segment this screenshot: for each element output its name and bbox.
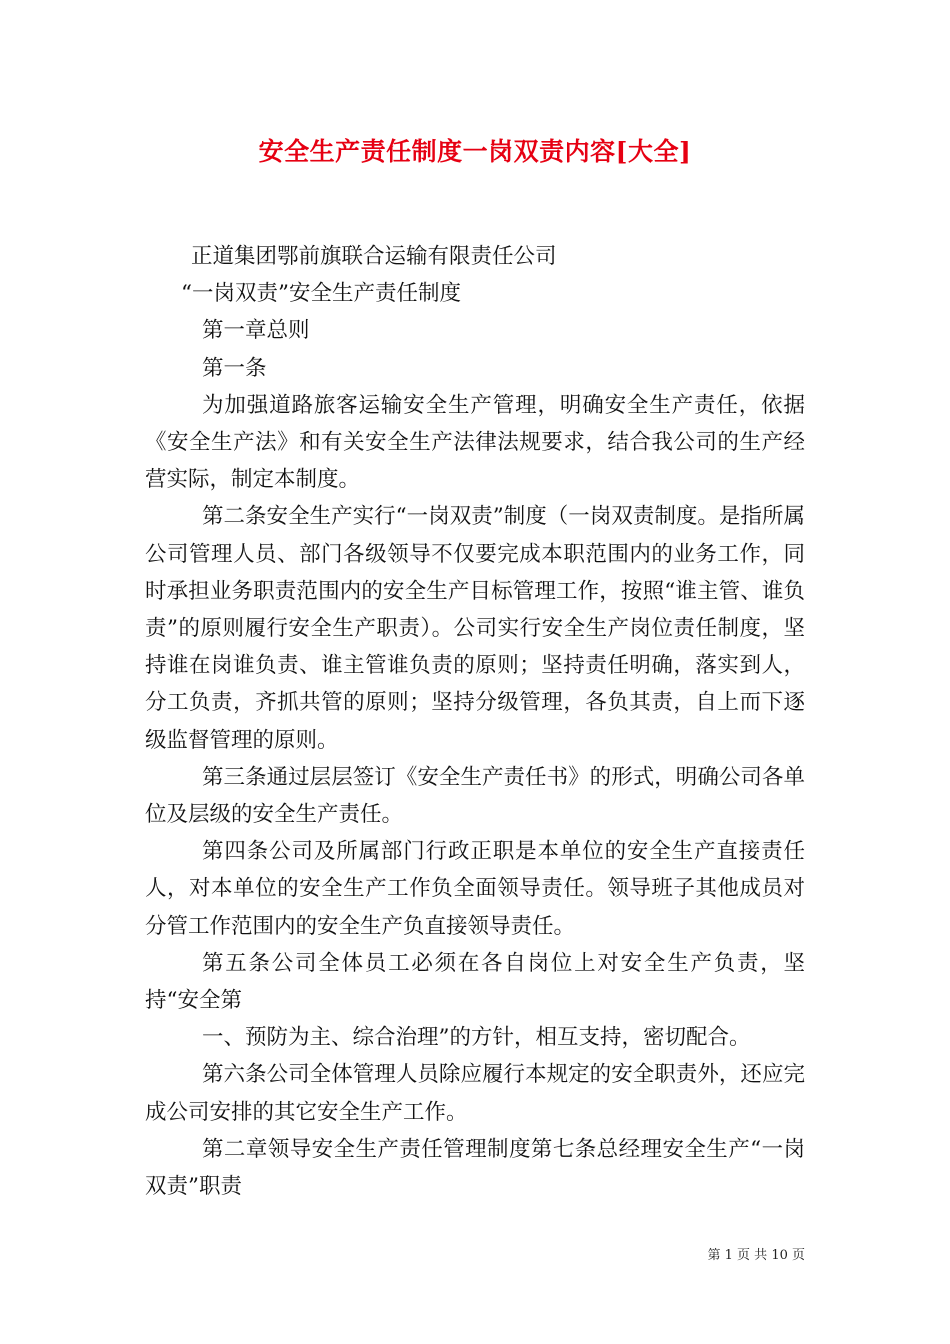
page-number: 第 1 页 共 10 页 — [707, 1248, 805, 1263]
paragraph: 第五条公司全体员工必须在各自岗位上对安全生产负责，坚持“安全第 — [145, 950, 805, 1014]
company-name: 正道集团鄂前旗联合运输有限责任公司 — [191, 244, 557, 269]
paragraph: 第二章领导安全生产责任管理制度第七条总经理安全生产“一岗双责”职责 — [145, 1136, 805, 1200]
paragraph: 第三条通过层层签订《安全生产责任书》的形式，明确公司各单位及层级的安全生产责任。 — [145, 764, 805, 828]
paragraph: 第六条公司全体管理人员除应履行本规定的安全职责外，还应完成公司安排的其它安全生产工作。 — [145, 1062, 805, 1125]
document-body — [145, 238, 805, 1205]
document-title: 安全生产责任制度一岗双责内容[大全] — [258, 137, 692, 166]
paragraph: 一、预防为主、综合治理”的方针，相互支持，密切配合。 — [202, 1025, 751, 1051]
paragraph: 为加强道路旅客运输安全生产管理，明确安全生产责任，依据《安全生产法》和有关安全生产法律法规要求，结合我公司的生产经营实际，制定本制度。 — [145, 392, 805, 493]
chapter-heading: 第一章总则 — [202, 318, 310, 344]
paragraph: 第四条公司及所属部门行政正职是本单位的安全生产直接责任人，对本单位的安全生产工作负全面领导责任。领导班子其他成员对分管工作范围内的安全生产负直接领导责任。 — [145, 839, 805, 939]
document-subtitle: “一岗双责”安全生产责任制度 — [181, 281, 461, 307]
paragraph: 第二条安全生产实行“一岗双责”制度（一岗双责制度。是指所属公司管理人员、部门各级领导不仅要完成本职范围内的业务工作，同时承担业务职责范围内的安全生产目标管理工作，按照“谁主管、谁负责”的原则履行安全生产职责）。公司实行安全生产岗位责任制度，坚持谁在岗谁负责、谁主管谁负责的原则；坚持责任明确，落实到人，分工负责，齐抓共管的原则；坚持分级管理，各负其责，自上而下逐级监督管理的原则。 — [145, 504, 805, 753]
article-heading: 第一条 — [202, 355, 267, 381]
